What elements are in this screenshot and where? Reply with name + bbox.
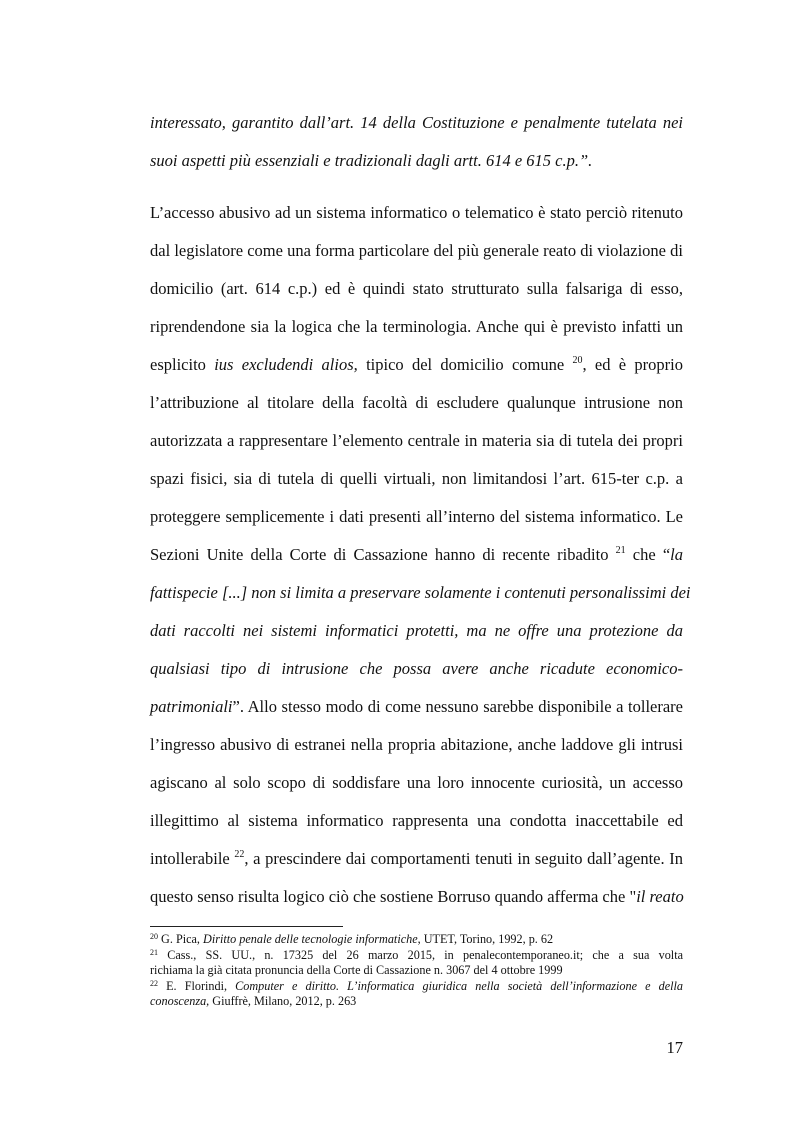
footnote-text: G. Pica, [158, 932, 204, 946]
footnote-title: Diritto penale delle tecnologie informatiche [203, 932, 418, 946]
text-span: ”. Allo stesso modo di come nessuno sarebbe disponibile a tollerare [232, 697, 683, 716]
text-line: l’ingresso abusivo di estranei nella propria abitazione, anche laddove gli intrusi [150, 735, 683, 754]
footnote-22-cont [150, 994, 683, 1010]
text-line: domicilio (art. 614 c.p.) ed è quindi stato strutturato sulla falsariga di esso, [150, 279, 683, 298]
text-line [150, 878, 683, 916]
footnote-separator [150, 926, 343, 927]
latin-phrase: ius excludendi alios, [214, 355, 358, 374]
footnote-text: Cass., SS. UU., n. 17325 del 26 marzo 2015, in penalecontemporaneo.it; che a sua volta [158, 947, 683, 962]
quote-span: patrimoniali [150, 697, 233, 716]
text-line: fattispecie [...] non si limita a preservare solamente i contenuti personalissimi dei [150, 583, 691, 602]
text-line [150, 688, 683, 726]
footnote-ref-22: 22 [234, 849, 245, 860]
footnote-text: E. Florindi, [158, 978, 236, 993]
text-line [150, 840, 683, 878]
text-span: esplicito [150, 355, 215, 374]
footnote-number: 21 [150, 947, 158, 957]
text-span: , a prescindere dai comportamenti tenuti in seguito dall’agente. In [244, 849, 683, 868]
footnote-number: 20 [150, 932, 158, 941]
text-line: qualsiasi tipo di intrusione che possa avere anche ricadute economico- [150, 659, 683, 678]
text-line: L’accesso abusivo ad un sistema informatico o telematico è stato perciò ritenuto [150, 203, 683, 222]
body-text [150, 104, 691, 916]
text-line: l’attribuzione al titolare della facoltà di escludere qualunque intrusione non [150, 393, 683, 412]
quote-span: la [670, 545, 683, 564]
text-line: autorizzata a rappresentare l’elemento centrale in materia sia di tutela dei propri [150, 431, 683, 450]
footnote-text: , UTET, Torino, 1992, p. 62 [417, 932, 554, 946]
footnote-ref-21: 21 [615, 545, 626, 556]
footnote-21-cont: richiama la già citata pronuncia della Corte di Cassazione n. 3067 del 4 ottobre 1999 [150, 963, 563, 977]
footnote-text: Giuffrè, Milano, 2012, p. 263 [209, 994, 357, 1008]
text-line: agiscano al solo scopo di soddisfare una loro innocente curiosità, un accesso [150, 773, 683, 792]
text-line: proteggere semplicemente i dati presenti all’interno del sistema informatico. Le [150, 507, 683, 526]
text-span: , ed è proprio [582, 355, 684, 374]
text-span: intollerabile [150, 849, 235, 868]
text-line: illegittimo al sistema informatico rappresenta una condotta inaccettabile ed [150, 811, 683, 830]
footnote-title: Computer e diritto. L’informatica giuridica nella società dell’informazione e della [235, 978, 683, 993]
text-span: questo senso risulta logico ciò che sostiene Borruso quando afferma che " [150, 887, 637, 906]
footnote-22 [150, 979, 683, 995]
text-line: dati raccolti nei sistemi informatici protetti, ma ne offre una protezione da [150, 621, 683, 640]
text-span: tipico del domicilio comune [357, 355, 573, 374]
footnotes [150, 932, 683, 1010]
text-line [150, 346, 683, 384]
text-line: riprendendone sia la logica che la terminologia. Anche qui è previsto infatti un [150, 317, 683, 336]
page-number: 17 [666, 1038, 683, 1057]
text-line: dal legislatore come una forma particolare del più generale reato di violazione di [150, 241, 683, 260]
footnote-title: conoscenza, [150, 994, 210, 1008]
text-line: interessato, garantito dall’art. 14 della Costituzione e penalmente tutelata nei [150, 113, 683, 132]
text-line: suoi aspetti più essenziali e tradizionali dagli artt. 614 e 615 c.p.”. [150, 151, 593, 170]
text-span: che “ [625, 545, 671, 564]
footnote-21 [150, 948, 683, 964]
text-line: spazi fisici, sia di tutela di quelli virtuali, non limitandosi l’art. 615-ter c.p. a [150, 469, 683, 488]
footnote-number: 22 [150, 978, 158, 988]
text-span: Sezioni Unite della Corte di Cassazione hanno di recente ribadito [150, 545, 616, 564]
footnote-20 [150, 932, 683, 948]
footnote-ref-20: 20 [572, 355, 583, 366]
quote-span: il reato [636, 887, 684, 906]
text-line [150, 536, 683, 574]
